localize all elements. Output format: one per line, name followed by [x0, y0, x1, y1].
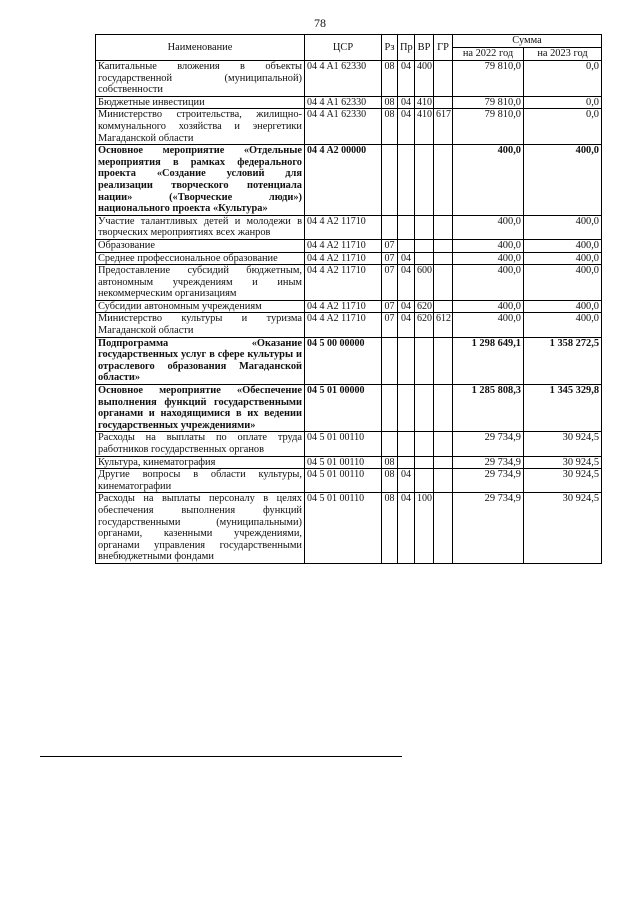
row-pr	[398, 385, 415, 432]
row-vr	[415, 145, 434, 216]
row-csr: 04 5 01 00110	[305, 469, 382, 493]
row-name: Среднее профессиональное образование	[96, 252, 305, 265]
row-rz: 08	[382, 61, 398, 97]
row-csr: 04 4 A2 11710	[305, 215, 382, 239]
row-gr	[434, 300, 453, 313]
row-gr: 612	[434, 313, 453, 337]
row-sum-2022: 400,0	[453, 313, 524, 337]
row-rz: 07	[382, 239, 398, 252]
row-pr: 04	[398, 252, 415, 265]
row-rz: 08	[382, 469, 398, 493]
row-vr	[415, 215, 434, 239]
table-row	[96, 96, 602, 109]
row-sum-2022: 79 810,0	[453, 109, 524, 145]
row-sum-2023: 0,0	[524, 109, 602, 145]
row-name: Культура, кинематография	[96, 456, 305, 469]
row-vr: 400	[415, 61, 434, 97]
row-rz: 07	[382, 313, 398, 337]
budget-table	[95, 34, 602, 564]
row-name: Другие вопросы в области культуры, кинематографии	[96, 469, 305, 493]
row-vr: 410	[415, 96, 434, 109]
row-name: Основное мероприятие «Обеспечение выполнения функций государственными органами и находящимися в их ведении государственных учреждениями»	[96, 385, 305, 432]
table-row	[96, 265, 602, 301]
row-sum-2023: 30 924,5	[524, 432, 602, 456]
header-csr: ЦСР	[305, 35, 382, 61]
row-gr	[434, 239, 453, 252]
row-vr	[415, 432, 434, 456]
table-row	[96, 469, 602, 493]
table-row	[96, 61, 602, 97]
page-number: 78	[314, 16, 326, 30]
row-rz: 08	[382, 456, 398, 469]
row-csr: 04 4 A2 11710	[305, 313, 382, 337]
row-gr	[434, 265, 453, 301]
row-csr: 04 4 A2 11710	[305, 239, 382, 252]
row-pr: 04	[398, 109, 415, 145]
row-sum-2023: 400,0	[524, 215, 602, 239]
row-sum-2022: 1 298 649,1	[453, 337, 524, 384]
table-row	[96, 493, 602, 564]
row-csr: 04 4 A2 11710	[305, 252, 382, 265]
header-rz: Рз	[382, 35, 398, 61]
row-gr	[434, 215, 453, 239]
row-csr: 04 5 00 00000	[305, 337, 382, 384]
header-vr: ВР	[415, 35, 434, 61]
row-sum-2022: 29 734,9	[453, 456, 524, 469]
row-csr: 04 4 A1 62330	[305, 61, 382, 97]
table-row	[96, 300, 602, 313]
row-vr: 410	[415, 109, 434, 145]
row-pr	[398, 239, 415, 252]
table-row	[96, 145, 602, 216]
row-sum-2023: 30 924,5	[524, 469, 602, 493]
row-name: Расходы на выплаты по оплате труда работников государственных органов	[96, 432, 305, 456]
row-name: Капитальные вложения в объекты государственной (муниципальной) собственности	[96, 61, 305, 97]
row-sum-2023: 400,0	[524, 313, 602, 337]
row-vr	[415, 385, 434, 432]
header-gr: ГР	[434, 35, 453, 61]
row-rz: 08	[382, 493, 398, 564]
row-rz: 08	[382, 109, 398, 145]
row-rz: 07	[382, 300, 398, 313]
row-sum-2022: 79 810,0	[453, 61, 524, 97]
row-gr	[434, 96, 453, 109]
row-sum-2022: 400,0	[453, 265, 524, 301]
row-sum-2023: 400,0	[524, 145, 602, 216]
row-rz	[382, 337, 398, 384]
row-pr	[398, 215, 415, 239]
row-vr: 620	[415, 300, 434, 313]
row-sum-2023: 30 924,5	[524, 493, 602, 564]
row-sum-2022: 400,0	[453, 145, 524, 216]
row-sum-2022: 400,0	[453, 300, 524, 313]
row-rz: 07	[382, 252, 398, 265]
footer-rule	[40, 756, 402, 757]
row-gr	[434, 61, 453, 97]
row-sum-2022: 400,0	[453, 252, 524, 265]
row-sum-2022: 400,0	[453, 239, 524, 252]
row-name: Основное мероприятие «Отдельные мероприятия в рамках федерального проекта «Создание условий для реализации творческого потенциала нации» («Творческие люди») национального проекта «Культура»	[96, 145, 305, 216]
header-sum: Сумма	[453, 35, 602, 48]
row-sum-2022: 29 734,9	[453, 493, 524, 564]
row-name: Бюджетные инвестиции	[96, 96, 305, 109]
row-vr: 600	[415, 265, 434, 301]
row-sum-2023: 0,0	[524, 96, 602, 109]
table-row	[96, 456, 602, 469]
row-name: Предоставление субсидий бюджетным, автономным учреждениям и иным некоммерческим организациям	[96, 265, 305, 301]
row-sum-2022: 29 734,9	[453, 432, 524, 456]
row-name: Субсидии автономным учреждениям	[96, 300, 305, 313]
row-gr	[434, 456, 453, 469]
header-name: Наименование	[96, 35, 305, 61]
row-pr: 04	[398, 265, 415, 301]
table-row	[96, 432, 602, 456]
header-2022: на 2022 год	[453, 48, 524, 61]
table-row	[96, 215, 602, 239]
row-pr: 04	[398, 469, 415, 493]
row-pr: 04	[398, 96, 415, 109]
row-rz	[382, 145, 398, 216]
row-pr	[398, 145, 415, 216]
row-gr	[434, 385, 453, 432]
row-csr: 04 4 A1 62330	[305, 96, 382, 109]
row-gr: 617	[434, 109, 453, 145]
row-rz	[382, 432, 398, 456]
row-vr: 620	[415, 313, 434, 337]
row-gr	[434, 145, 453, 216]
row-gr	[434, 337, 453, 384]
table-row	[96, 109, 602, 145]
row-sum-2023: 400,0	[524, 300, 602, 313]
row-sum-2023: 1 358 272,5	[524, 337, 602, 384]
row-vr	[415, 252, 434, 265]
row-vr	[415, 239, 434, 252]
row-vr: 100	[415, 493, 434, 564]
table-row	[96, 252, 602, 265]
table-row	[96, 313, 602, 337]
row-rz	[382, 385, 398, 432]
row-sum-2022: 29 734,9	[453, 469, 524, 493]
row-sum-2022: 79 810,0	[453, 96, 524, 109]
row-csr: 04 5 01 00110	[305, 432, 382, 456]
row-rz: 07	[382, 265, 398, 301]
row-pr: 04	[398, 61, 415, 97]
row-rz: 08	[382, 96, 398, 109]
table-row	[96, 385, 602, 432]
row-gr	[434, 469, 453, 493]
row-gr	[434, 252, 453, 265]
row-pr	[398, 432, 415, 456]
row-rz	[382, 215, 398, 239]
row-pr: 04	[398, 313, 415, 337]
row-csr: 04 5 01 00110	[305, 493, 382, 564]
row-sum-2023: 400,0	[524, 239, 602, 252]
row-name: Образование	[96, 239, 305, 252]
row-pr	[398, 456, 415, 469]
table-row	[96, 239, 602, 252]
row-pr	[398, 337, 415, 384]
row-vr	[415, 456, 434, 469]
header-2023: на 2023 год	[524, 48, 602, 61]
row-name: Подпрограмма «Оказание государственных услуг в сфере культуры и отраслевого образования Магаданской области»	[96, 337, 305, 384]
row-sum-2022: 400,0	[453, 215, 524, 239]
row-name: Министерство строительства, жилищно-коммунального хозяйства и энергетики Магаданской области	[96, 109, 305, 145]
row-sum-2023: 400,0	[524, 265, 602, 301]
row-sum-2023: 30 924,5	[524, 456, 602, 469]
table-row	[96, 337, 602, 384]
row-csr: 04 4 A2 11710	[305, 300, 382, 313]
row-name: Расходы на выплаты персоналу в целях обеспечения выполнения функций государственными (муниципальными) органами, казенными учреждениями, органами управления государственными внебюджетными фондами	[96, 493, 305, 564]
row-gr	[434, 493, 453, 564]
row-csr: 04 5 01 00000	[305, 385, 382, 432]
row-sum-2022: 1 285 808,3	[453, 385, 524, 432]
row-csr: 04 4 A1 62330	[305, 109, 382, 145]
header-pr: Пр	[398, 35, 415, 61]
row-vr	[415, 337, 434, 384]
row-sum-2023: 1 345 329,8	[524, 385, 602, 432]
row-sum-2023: 400,0	[524, 252, 602, 265]
row-sum-2023: 0,0	[524, 61, 602, 97]
row-pr: 04	[398, 300, 415, 313]
row-csr: 04 5 01 00110	[305, 456, 382, 469]
row-vr	[415, 469, 434, 493]
row-name: Министерство культуры и туризма Магаданской области	[96, 313, 305, 337]
row-csr: 04 4 A2 00000	[305, 145, 382, 216]
row-pr: 04	[398, 493, 415, 564]
row-csr: 04 4 A2 11710	[305, 265, 382, 301]
row-name: Участие талантливых детей и молодежи в творческих мероприятиях всех жанров	[96, 215, 305, 239]
row-gr	[434, 432, 453, 456]
